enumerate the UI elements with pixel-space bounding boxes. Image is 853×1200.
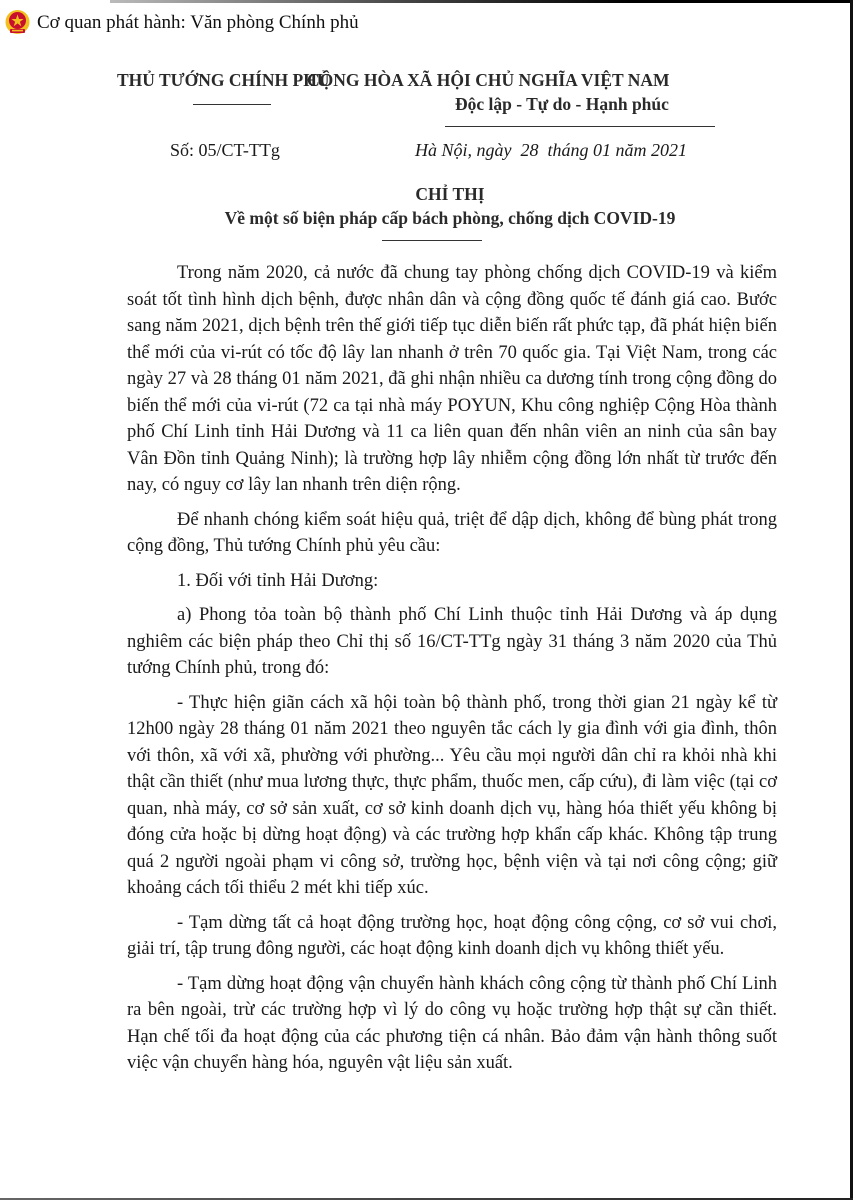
national-motto: Độc lập - Tự do - Hạnh phúc (455, 94, 669, 114)
paragraph-bullet-suspend-activities: - Tạm dừng tất cả hoạt động trường học, hoạt động công cộng, cơ sở vui chơi, giải trí, tập trung đông người, các hoạt động kinh doanh dịch vụ không thiết yếu. (127, 912, 777, 959)
document-body (127, 260, 777, 1085)
section-heading-1: 1. Đối với tỉnh Hải Dương: (177, 570, 379, 591)
document-date: Hà Nội, ngày 28 tháng 01 năm 2021 (415, 140, 687, 160)
publisher-label: Cơ quan phát hành: Văn phòng Chính phủ (37, 11, 359, 33)
document-type: CHỈ THỊ (415, 184, 485, 204)
scan-edge-top (110, 0, 853, 3)
motto-divider (445, 126, 715, 127)
paragraph-bullet-suspend-transport: - Tạm dừng hoạt động vận chuyển hành khách công cộng từ thành phố Chí Linh ra bên ngoài, trừ các trường hợp vì lý do công vụ hoặc trường hợp thật sự cần thiết. Hạn chế tối đa hoạt động của các phương tiện cá nhân. Bảo đảm vận hành thông suốt việc vận chuyển hàng hóa, nguyên vật liệu sản xuất. (127, 973, 777, 1073)
publisher-banner (4, 9, 359, 36)
paragraph-item-a: a) Phong tỏa toàn bộ thành phố Chí Linh thuộc tỉnh Hải Dương và áp dụng nghiêm các biện pháp theo Chỉ thị số 16/CT-TTg ngày 31 tháng 3 năm 2020 của Thủ tướng Chính phủ, trong đó: (127, 605, 777, 678)
national-emblem-icon (4, 9, 31, 36)
paragraph-context: Trong năm 2020, cả nước đã chung tay phòng chống dịch COVID-19 và kiểm soát tốt tình hình dịch bệnh, được nhân dân và cộng đồng quốc tế đánh giá cao. Bước sang năm 2021, dịch bệnh trên thế giới tiếp tục diễn biến rất phức tạp, đã phát hiện biến thể mới của vi-rút có tốc độ lây lan nhanh ở trên 70 quốc gia. Tại Việt Nam, trong các ngày 27 và 28 tháng 01 năm 2021, đã ghi nhận nhiều ca dương tính trong cộng đồng do biến thể mới của vi-rút (72 ca tại nhà máy POYUN, Khu công nghiệp Cộng Hòa thành phố Chí Linh tỉnh Hải Dương và 11 ca liên quan đến nhân viên an ninh của sân bay Vân Đồn tỉnh Quảng Ninh); là trường hợp lây nhiễm cộng đồng lớn nhất từ trước đến nay, có nguy cơ lây lan nhanh trên diện rộng. (127, 263, 777, 495)
paragraph-bullet-distancing: - Thực hiện giãn cách xã hội toàn bộ thành phố, trong thời gian 21 ngày kể từ 12h00 ngày 28 tháng 01 năm 2021 theo nguyên tắc cách ly gia đình với gia đình, thôn với thôn, xã với xã, phường với phường... Yêu cầu mọi người dân chỉ ra khỏi nhà khi thật cần thiết (như mua lương thực, thực phẩm, thuốc men, cấp cứu), đi làm việc (tại cơ quan, nhà máy, cơ sở sản xuất, cơ sở kinh doanh dịch vụ, hàng hóa thiết yếu không bị đóng cửa hoặc bị dừng hoạt động) và các trường hợp khẩn cấp khác. Không tập trung quá 2 người ngoài phạm vi công sở, trường học, bệnh viện và tại nơi công cộng; giữ khoảng cách tối thiểu 2 mét khi tiếp xúc. (127, 692, 777, 898)
document-subject: Về một số biện pháp cấp bách phòng, chống dịch COVID-19 (224, 208, 676, 228)
agency-divider (193, 104, 271, 105)
issuing-agency: THỦ TƯỚNG CHÍNH PHỦ (117, 70, 330, 90)
national-title: CỘNG HÒA XÃ HỘI CHỦ NGHĨA VIỆT NAM (307, 70, 670, 90)
subject-divider (382, 240, 482, 241)
paragraph-request: Để nhanh chóng kiểm soát hiệu quả, triệt để dập dịch, không để bùng phát trong cộng đồng, Thủ tướng Chính phủ yêu cầu: (127, 509, 777, 556)
document-number: Số: 05/CT-TTg (170, 140, 280, 160)
